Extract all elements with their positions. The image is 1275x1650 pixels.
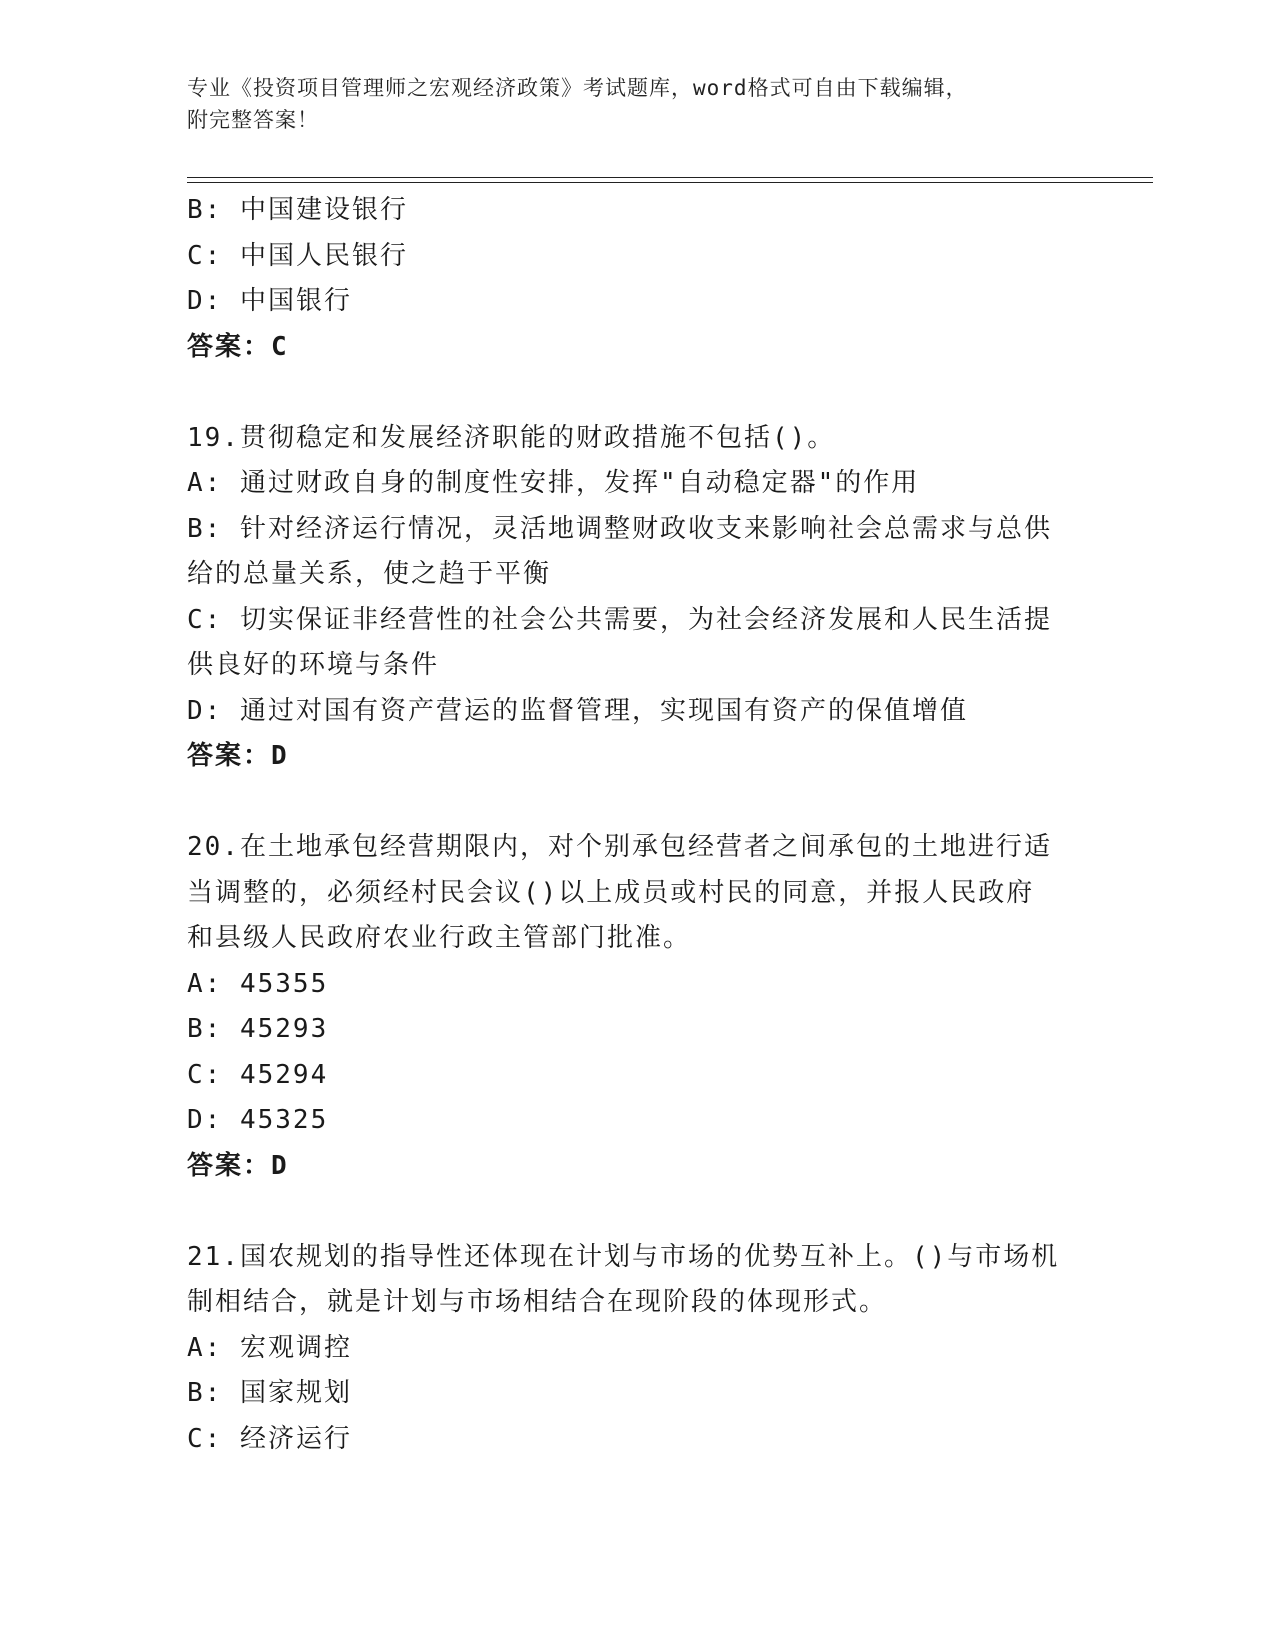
q19-option-d: D: 通过对国有资产营运的监督管理，实现国有资产的保值增值 [187,695,968,726]
q18-option-d: D: 中国银行 [187,286,352,316]
q18-option-c: C: 中国人民银行 [187,240,408,271]
spacer [187,1189,1067,1235]
q20-option-d: D: 45325 [187,1105,329,1135]
q19-stem: 19.贯彻稳定和发展经济职能的财政措施不包括()。 [187,422,836,453]
q19-option-b-line-2: 给的总量关系，使之趋于平衡 [187,559,552,589]
q20-stem-line-1: 20.在土地承包经营期限内，对个别承包经营者之间承包的土地进行适 [187,832,1052,862]
header-divider-top [187,177,1153,178]
q20-option-a: A: 45355 [187,968,329,999]
question-19 [187,416,1067,780]
question-20 [187,825,1067,1189]
spacer [187,780,1067,826]
q19-option-b-line-1: B: 针对经济运行情况，灵活地调整财政收支来影响社会总需求与总供 [187,513,1052,544]
q20-stem-line-2: 当调整的，必须经村民会议()以上成员或村民的同意，并报人民政府 [187,877,1035,908]
q18-option-b: B: 中国建设银行 [187,195,408,225]
q21-option-a: A: 宏观调控 [187,1332,352,1363]
q20-option-c: C: 45294 [187,1059,329,1090]
q18-answer: 答案：C [187,331,289,362]
spacer [187,370,1067,416]
q21-stem-line-1: 21.国农规划的指导性还体现在计划与市场的优势互补上。()与市场机 [187,1241,1060,1272]
header-divider-bottom [187,182,1153,183]
q20-answer: 答案：D [187,1150,289,1181]
q20-option-b: B: 45293 [187,1014,329,1044]
q19-answer: 答案：D [187,741,289,771]
q19-option-a: A: 通过财政自身的制度性安排，发挥"自动稳定器"的作用 [187,468,920,498]
q21-option-c: C: 经济运行 [187,1423,352,1454]
q21-stem-line-2: 制相结合，就是计划与市场相结合在现阶段的体现形式。 [187,1287,888,1317]
q21-option-b: B: 国家规划 [187,1378,352,1408]
header-title-line-2: 附完整答案！ [187,108,319,132]
question-21 [187,1235,1067,1463]
question-18-tail [187,188,1067,370]
q19-option-c-line-2: 供良好的环境与条件 [187,650,440,680]
q19-option-c-line-1: C: 切实保证非经营性的社会公共需要，为社会经济发展和人民生活提 [187,604,1052,635]
header-title-line-1: 专业《投资项目管理师之宏观经济政策》考试题库，word格式可自由下载编辑， [187,76,968,100]
q20-stem-line-3: 和县级人民政府农业行政主管部门批准。 [187,923,692,953]
question-content [187,188,1067,1462]
document-header [187,72,1067,136]
